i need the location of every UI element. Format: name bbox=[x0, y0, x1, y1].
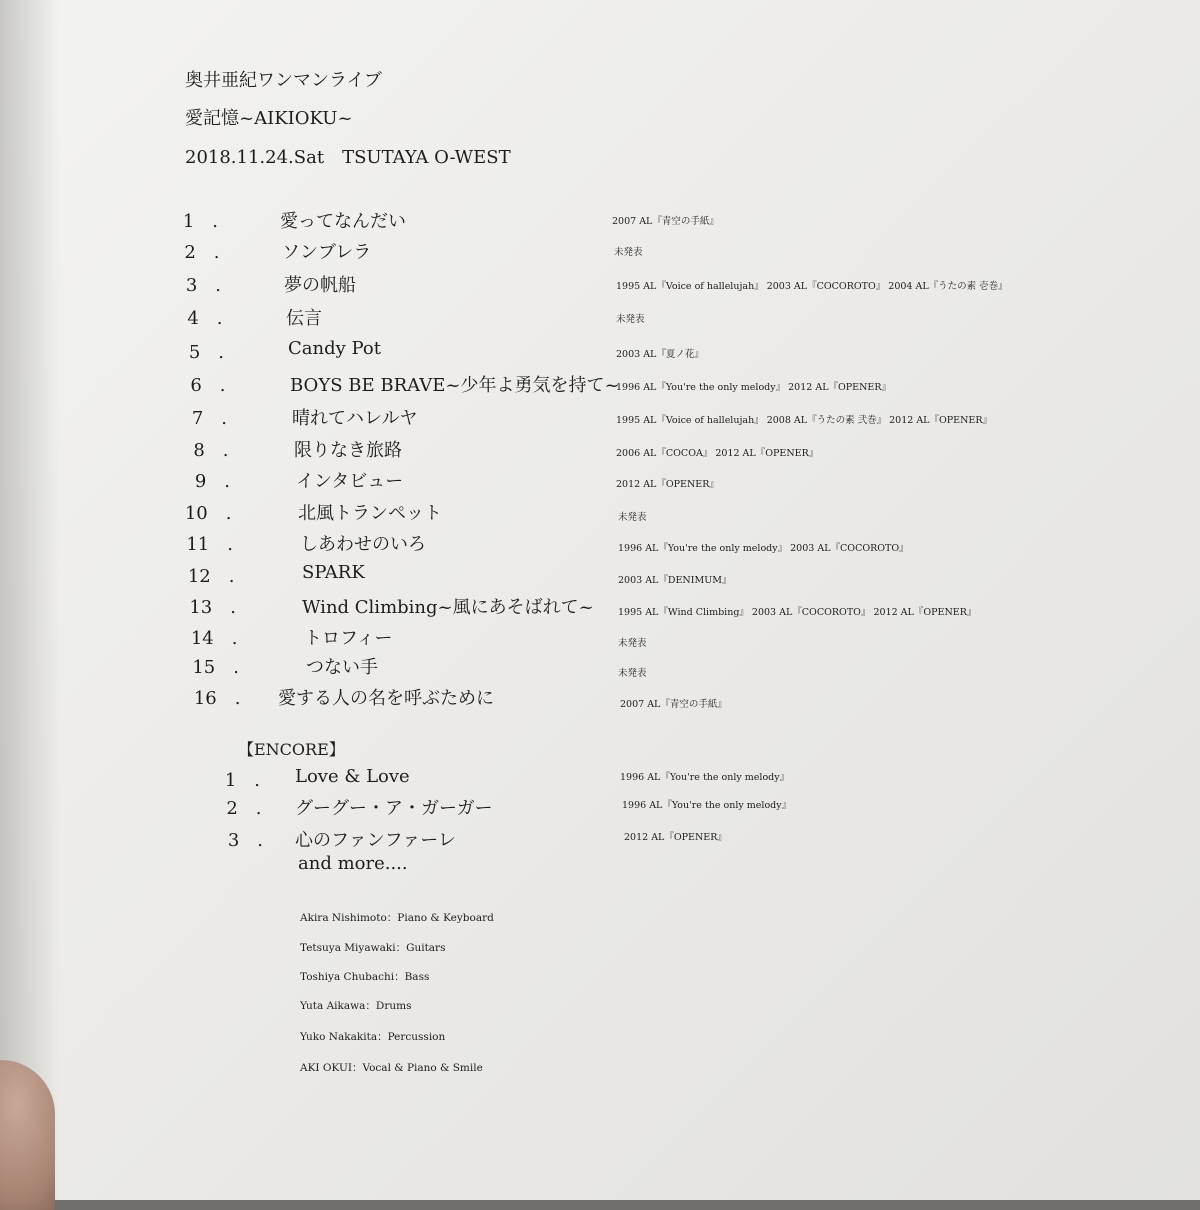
song-release-note: 2003 AL『夏ノ花』 bbox=[616, 348, 704, 360]
encore-release-note: 1996 AL『You're the only melody』 bbox=[622, 800, 792, 811]
song-number: 8 . bbox=[193, 440, 229, 461]
encore-release-note: 1996 AL『You're the only melody』 bbox=[620, 772, 790, 783]
encore-song-number: 2 . bbox=[226, 798, 262, 819]
song-number: 5 . bbox=[188, 342, 224, 363]
event-title: 奥井亜紀ワンマンライブ bbox=[185, 70, 382, 91]
encore-song-number: 3 . bbox=[227, 830, 263, 851]
member-credit: Akira Nishimoto：Piano & Keyboard bbox=[300, 912, 494, 924]
song-title: BOYS BE BRAVE~少年よ勇気を持て~ bbox=[290, 375, 620, 396]
song-release-note: 2003 AL『DENIMUM』 bbox=[618, 575, 732, 587]
song-number: 1 . bbox=[182, 211, 218, 232]
song-title: つない手 bbox=[306, 657, 378, 678]
song-release-note: 未発表 bbox=[616, 314, 645, 326]
song-title: 限りなき旅路 bbox=[294, 440, 402, 461]
member-credit: AKI OKUI：Vocal & Piano & Smile bbox=[300, 1062, 483, 1074]
song-release-note: 未発表 bbox=[618, 667, 647, 679]
song-title: インタビュー bbox=[296, 471, 404, 492]
song-title: しあわせのいろ bbox=[300, 534, 426, 555]
song-number: 9 . bbox=[194, 471, 230, 492]
song-number: 15 . bbox=[192, 657, 239, 678]
song-release-note: 1995 AL『Wind Climbing』 2003 AL『COCOROTO』 2012 AL『OPENER』 bbox=[618, 606, 977, 618]
song-number: 16 . bbox=[193, 688, 241, 709]
member-credit: Yuta Aikawa：Drums bbox=[300, 1000, 412, 1012]
song-title: 晴れてハレルヤ bbox=[292, 408, 418, 429]
song-number: 11 . bbox=[186, 534, 233, 555]
song-release-note: 2007 AL『青空の手紙』 bbox=[620, 699, 727, 710]
encore-song-number: 1 . bbox=[224, 770, 260, 791]
song-title: ソンブレラ bbox=[282, 242, 372, 263]
encore-release-note: 2012 AL『OPENER』 bbox=[624, 832, 727, 843]
and-more-text: and more.... bbox=[298, 853, 408, 874]
song-number: 6 . bbox=[190, 375, 226, 396]
song-number: 12 . bbox=[187, 566, 235, 587]
encore-heading: 【ENCORE】 bbox=[238, 740, 345, 759]
song-number: 3 . bbox=[185, 275, 221, 296]
song-release-note: 1995 AL『Voice of hallelujah』 2003 AL『COCOROTO』 2004 AL『うたの素 壱巻』 bbox=[616, 280, 1008, 292]
paper-shadow bbox=[0, 0, 60, 1200]
encore-song-title: Love & Love bbox=[295, 766, 410, 787]
member-credit: Yuko Nakakita：Percussion bbox=[300, 1031, 446, 1043]
song-title: 北風トランペット bbox=[298, 503, 442, 524]
encore-song-title: グーグー・ア・ガーガー bbox=[295, 798, 493, 819]
song-title: 愛する人の名を呼ぶために bbox=[278, 688, 494, 709]
song-title: 愛ってなんだい bbox=[280, 211, 406, 232]
song-release-note: 2012 AL『OPENER』 bbox=[616, 479, 719, 491]
song-title: SPARK bbox=[302, 562, 365, 583]
song-title: 夢の帆船 bbox=[284, 275, 356, 296]
song-release-note: 2007 AL『青空の手紙』 bbox=[612, 216, 719, 227]
member-credit: Tetsuya Miyawaki：Guitars bbox=[300, 942, 446, 954]
song-release-note: 未発表 bbox=[618, 638, 647, 650]
song-release-note: 未発表 bbox=[614, 247, 643, 259]
song-title: Wind Climbing~風にあそばれて~ bbox=[302, 597, 594, 618]
encore-song-title: 心のファンファーレ bbox=[295, 830, 456, 851]
song-number: 10 . bbox=[184, 503, 232, 524]
song-release-note: 1996 AL『You're the only melody』 2003 AL『COCOROTO』 bbox=[618, 543, 909, 554]
song-release-note: 1995 AL『Voice of hallelujah』 2008 AL『うたの素 弐巻』 2012 AL『OPENER』 bbox=[616, 415, 993, 427]
song-number: 4 . bbox=[187, 308, 223, 329]
member-credit: Toshiya Chubachi：Bass bbox=[300, 971, 430, 983]
song-number: 14 . bbox=[190, 628, 238, 649]
song-number: 13 . bbox=[189, 597, 236, 618]
song-title: トロフィー bbox=[304, 628, 393, 649]
song-release-note: 1996 AL『You're the only melody』 2012 AL『OPENER』 bbox=[616, 382, 892, 393]
song-release-note: 2006 AL『COCOA』 2012 AL『OPENER』 bbox=[616, 447, 819, 459]
song-number: 2 . bbox=[184, 242, 220, 263]
song-title: 伝言 bbox=[286, 308, 322, 329]
song-title: Candy Pot bbox=[288, 338, 381, 359]
event-subtitle: 愛記憶~AIKIOKU~ bbox=[185, 108, 353, 129]
event-date-venue: 2018.11.24.Sat TSUTAYA O-WEST bbox=[185, 147, 511, 168]
song-release-note: 未発表 bbox=[618, 511, 647, 523]
song-number: 7 . bbox=[191, 408, 227, 429]
